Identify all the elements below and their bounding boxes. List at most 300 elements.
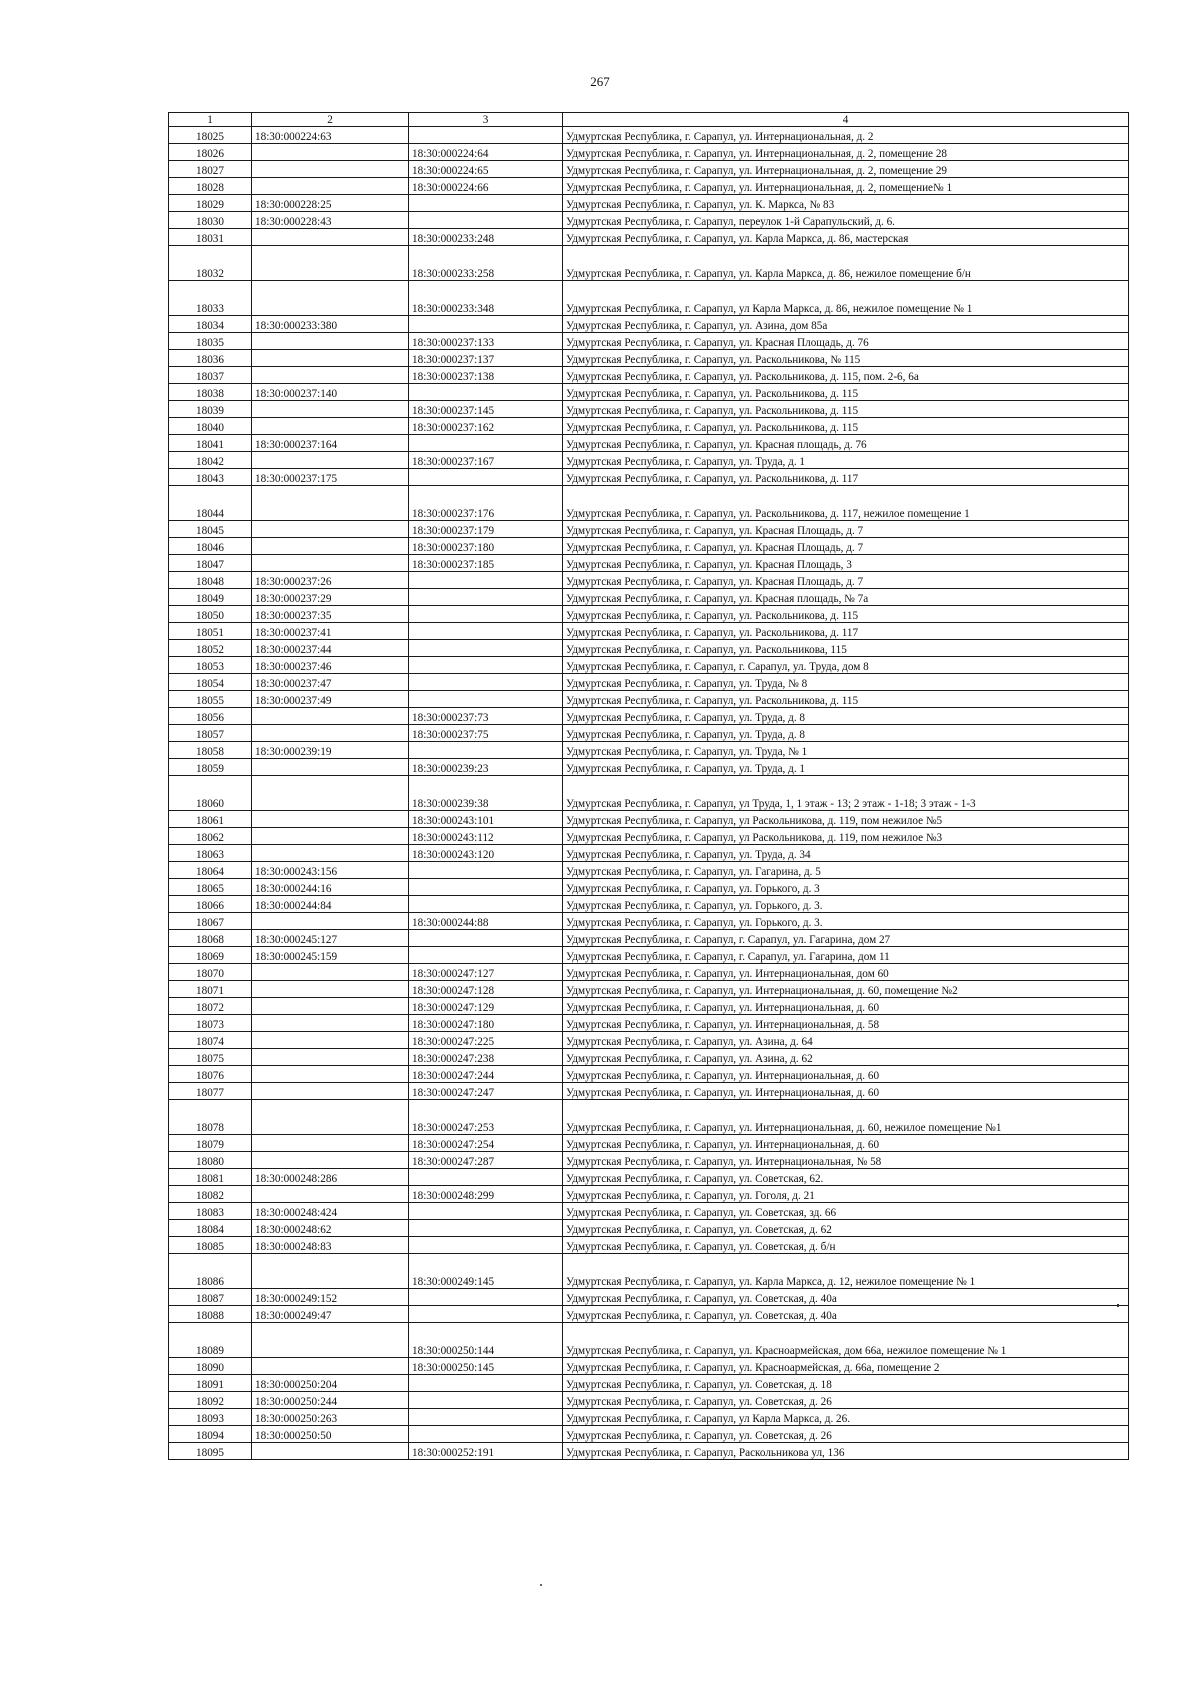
cadastral-number-cell: 18:30:000250:263 — [252, 1409, 409, 1426]
address-cell: Удмуртская Республика, г. Сарапул, ул. Советская, д. б/н — [563, 1237, 1129, 1254]
table-row — [169, 913, 1129, 930]
cadastral-number-cell — [409, 896, 563, 913]
cadastral-number-cell — [409, 195, 563, 212]
table-row — [169, 1443, 1129, 1460]
cadastral-number-cell: 18:30:000248:299 — [409, 1186, 563, 1203]
row-number-cell: 18075 — [169, 1049, 252, 1066]
table-row — [169, 776, 1129, 811]
address-cell: Удмуртская Республика, г. Сарапул, ул. Интернациональная, дом 60 — [563, 964, 1129, 981]
address-cell: Удмуртская Республика, г. Сарапул, ул. Красноармейская, дом 66а, нежилое помещение № 1 — [563, 1323, 1129, 1358]
address-cell: Удмуртская Республика, г. Сарапул, ул. Раскольникова, д. 115 — [563, 384, 1129, 401]
table-row — [169, 1203, 1129, 1220]
address-cell: Удмуртская Республика, г. Сарапул, ул. К. Маркса, № 83 — [563, 195, 1129, 212]
column-header-1: 1 — [169, 113, 252, 127]
row-number-cell: 18026 — [169, 144, 252, 161]
table-row — [169, 845, 1129, 862]
row-number-cell: 18025 — [169, 127, 252, 144]
cadastral-number-cell: 18:30:000247:129 — [409, 998, 563, 1015]
scan-speck — [540, 1584, 542, 1586]
table-row — [169, 384, 1129, 401]
table-row — [169, 401, 1129, 418]
row-number-cell: 18042 — [169, 452, 252, 469]
cadastral-number-cell: 18:30:000233:258 — [409, 246, 563, 281]
cadastral-number-cell: 18:30:000224:63 — [252, 127, 409, 144]
cadastral-number-cell — [409, 212, 563, 229]
cadastral-number-cell — [409, 1169, 563, 1186]
cadastral-number-cell — [252, 1049, 409, 1066]
table-row — [169, 229, 1129, 246]
cadastral-number-cell: 18:30:000247:287 — [409, 1152, 563, 1169]
table-row — [169, 1358, 1129, 1375]
table-row — [169, 981, 1129, 998]
row-number-cell: 18081 — [169, 1169, 252, 1186]
cadastral-number-cell — [409, 640, 563, 657]
table-row — [169, 127, 1129, 144]
table-row — [169, 947, 1129, 964]
table-row — [169, 555, 1129, 572]
address-cell: Удмуртская Республика, г. Сарапул, ул. Труда, д. 1 — [563, 759, 1129, 776]
address-cell: Удмуртская Республика, г. Сарапул, ул. Горького, д. 3. — [563, 913, 1129, 930]
cadastral-number-cell — [252, 998, 409, 1015]
row-number-cell: 18068 — [169, 930, 252, 947]
cadastral-number-cell: 18:30:000250:204 — [252, 1375, 409, 1392]
address-cell: Удмуртская Республика, г. Сарапул, ул. Интернациональная, д. 58 — [563, 1015, 1129, 1032]
row-number-cell: 18041 — [169, 435, 252, 452]
cadastral-number-cell: 18:30:000250:244 — [252, 1392, 409, 1409]
address-cell: Удмуртская Республика, г. Сарапул, ул Карла Маркса, д. 86, нежилое помещение № 1 — [563, 281, 1129, 316]
table-row — [169, 759, 1129, 776]
row-number-cell: 18089 — [169, 1323, 252, 1358]
table-row — [169, 1066, 1129, 1083]
cadastral-number-cell: 18:30:000248:83 — [252, 1237, 409, 1254]
address-cell: Удмуртская Республика, г. Сарапул, ул Труда, 1, 1 этаж - 13; 2 этаж - 1-18; 3 этаж - 1-3 — [563, 776, 1129, 811]
table-row — [169, 930, 1129, 947]
address-cell: Удмуртская Республика, г. Сарапул, ул. Азина, дом 85а — [563, 316, 1129, 333]
address-cell: Удмуртская Республика, г. Сарапул, ул. Раскольникова, 115 — [563, 640, 1129, 657]
cadastral-number-cell: 18:30:000237:145 — [409, 401, 563, 418]
address-cell: Удмуртская Республика, г. Сарапул, ул. Карла Маркса, д. 86, нежилое помещение б/н — [563, 246, 1129, 281]
cadastral-number-cell — [252, 401, 409, 418]
cadastral-number-cell — [252, 486, 409, 521]
address-cell: Удмуртская Республика, г. Сарапул, ул. Раскольникова, д. 117, нежилое помещение 1 — [563, 486, 1129, 521]
row-number-cell: 18047 — [169, 555, 252, 572]
row-number-cell: 18093 — [169, 1409, 252, 1426]
cadastral-number-cell: 18:30:000237:49 — [252, 691, 409, 708]
table-row — [169, 350, 1129, 367]
address-cell: Удмуртская Республика, г. Сарапул, ул. Раскольникова, д. 117 — [563, 623, 1129, 640]
address-cell: Удмуртская Республика, г. Сарапул, ул. Раскольникова, д. 115 — [563, 401, 1129, 418]
table-row — [169, 333, 1129, 350]
cadastral-number-cell: 18:30:000243:156 — [252, 862, 409, 879]
row-number-cell: 18054 — [169, 674, 252, 691]
cadastral-number-cell: 18:30:000237:46 — [252, 657, 409, 674]
row-number-cell: 18065 — [169, 879, 252, 896]
address-cell: Удмуртская Республика, г. Сарапул, ул. Красная Площадь, д. 76 — [563, 333, 1129, 350]
cadastral-number-cell — [252, 1323, 409, 1358]
row-number-cell: 18052 — [169, 640, 252, 657]
row-number-cell: 18035 — [169, 333, 252, 350]
cadastral-number-cell — [252, 913, 409, 930]
row-number-cell: 18059 — [169, 759, 252, 776]
address-cell: Удмуртская Республика, г. Сарапул, ул. Раскольникова, № 115 — [563, 350, 1129, 367]
table-row — [169, 862, 1129, 879]
cadastral-number-cell: 18:30:000248:62 — [252, 1220, 409, 1237]
cadastral-number-cell — [252, 178, 409, 195]
cadastral-number-cell: 18:30:000237:162 — [409, 418, 563, 435]
address-cell: Удмуртская Республика, г. Сарапул, ул. Гоголя, д. 21 — [563, 1186, 1129, 1203]
cadastral-number-cell — [252, 759, 409, 776]
table-row — [169, 589, 1129, 606]
table-row — [169, 538, 1129, 555]
table-row — [169, 1015, 1129, 1032]
table-row — [169, 1409, 1129, 1426]
cadastral-number-cell: 18:30:000247:180 — [409, 1015, 563, 1032]
cadastral-number-cell: 18:30:000237:26 — [252, 572, 409, 589]
row-number-cell: 18080 — [169, 1152, 252, 1169]
cadastral-number-cell: 18:30:000250:144 — [409, 1323, 563, 1358]
row-number-cell: 18094 — [169, 1426, 252, 1443]
address-cell: Удмуртская Республика, г. Сарапул, ул. Красная Площадь, 3 — [563, 555, 1129, 572]
cadastral-number-cell — [409, 469, 563, 486]
table-body — [169, 127, 1129, 1460]
table-row — [169, 708, 1129, 725]
cadastral-number-cell — [409, 742, 563, 759]
cadastral-number-cell — [252, 811, 409, 828]
table-row — [169, 367, 1129, 384]
table-row — [169, 811, 1129, 828]
cadastral-number-cell — [252, 521, 409, 538]
table-row — [169, 418, 1129, 435]
table-row — [169, 435, 1129, 452]
scan-speck — [1117, 1304, 1119, 1307]
row-number-cell: 18069 — [169, 947, 252, 964]
address-cell: Удмуртская Республика, г. Сарапул, ул. Советская, д. 26 — [563, 1426, 1129, 1443]
row-number-cell: 18086 — [169, 1254, 252, 1289]
table-row — [169, 1375, 1129, 1392]
address-cell: Удмуртская Республика, г. Сарапул, ул. Интернациональная, № 58 — [563, 1152, 1129, 1169]
address-cell: Удмуртская Республика, г. Сарапул, ул. Красная Площадь, д. 7 — [563, 538, 1129, 555]
row-number-cell: 18058 — [169, 742, 252, 759]
cadastral-number-cell — [252, 161, 409, 178]
table-row — [169, 1392, 1129, 1409]
row-number-cell: 18067 — [169, 913, 252, 930]
table-row — [169, 1049, 1129, 1066]
table-row — [169, 657, 1129, 674]
table-row — [169, 674, 1129, 691]
cadastral-number-cell — [252, 1066, 409, 1083]
table-row — [169, 640, 1129, 657]
row-number-cell: 18028 — [169, 178, 252, 195]
cadastral-number-cell: 18:30:000237:176 — [409, 486, 563, 521]
address-cell: Удмуртская Республика, г. Сарапул, переулок 1-й Сарапульский, д. 6. — [563, 212, 1129, 229]
cadastral-number-cell — [409, 572, 563, 589]
cadastral-number-cell: 18:30:000239:19 — [252, 742, 409, 759]
cadastral-number-cell — [409, 674, 563, 691]
row-number-cell: 18039 — [169, 401, 252, 418]
table-row — [169, 572, 1129, 589]
row-number-cell: 18057 — [169, 725, 252, 742]
address-cell: Удмуртская Республика, г. Сарапул, ул. Горького, д. 3 — [563, 879, 1129, 896]
address-cell: Удмуртская Республика, г. Сарапул, ул. Красная площадь, № 7а — [563, 589, 1129, 606]
table-row — [169, 144, 1129, 161]
cadastral-number-cell — [409, 606, 563, 623]
cadastral-number-cell: 18:30:000239:23 — [409, 759, 563, 776]
cadastral-number-cell — [409, 691, 563, 708]
row-number-cell: 18044 — [169, 486, 252, 521]
cadastral-number-cell — [252, 367, 409, 384]
address-cell: Удмуртская Республика, г. Сарапул, ул. Интернациональная, д. 60 — [563, 1135, 1129, 1152]
cadastral-number-cell — [409, 1375, 563, 1392]
cadastral-number-cell — [409, 1289, 563, 1306]
address-cell: Удмуртская Республика, г. Сарапул, ул. Советская, д. 62 — [563, 1220, 1129, 1237]
cadastral-number-cell — [409, 1392, 563, 1409]
cadastral-number-cell — [252, 246, 409, 281]
cadastral-number-cell: 18:30:000237:179 — [409, 521, 563, 538]
cadastral-number-cell — [252, 555, 409, 572]
cadastral-number-cell: 18:30:000244:16 — [252, 879, 409, 896]
cadastral-number-cell: 18:30:000247:253 — [409, 1100, 563, 1135]
cadastral-number-cell — [252, 1100, 409, 1135]
row-number-cell: 18095 — [169, 1443, 252, 1460]
cadastral-number-cell: 18:30:000237:35 — [252, 606, 409, 623]
row-number-cell: 18085 — [169, 1237, 252, 1254]
address-cell: Удмуртская Республика, г. Сарапул, ул. Труда, д. 8 — [563, 725, 1129, 742]
table-row — [169, 1083, 1129, 1100]
cadastral-number-cell — [252, 1135, 409, 1152]
cadastral-number-cell: 18:30:000237:44 — [252, 640, 409, 657]
row-number-cell: 18084 — [169, 1220, 252, 1237]
address-cell: Удмуртская Республика, г. Сарапул, ул. Интернациональная, д. 60 — [563, 1066, 1129, 1083]
cadastral-number-cell: 18:30:000249:47 — [252, 1306, 409, 1323]
cadastral-number-cell: 18:30:000250:50 — [252, 1426, 409, 1443]
cadastral-number-cell: 18:30:000245:159 — [252, 947, 409, 964]
row-number-cell: 18030 — [169, 212, 252, 229]
table-row — [169, 212, 1129, 229]
cadastral-number-cell: 18:30:000233:348 — [409, 281, 563, 316]
table-row — [169, 1169, 1129, 1186]
cadastral-number-cell — [252, 828, 409, 845]
cadastral-number-cell — [252, 845, 409, 862]
row-number-cell: 18072 — [169, 998, 252, 1015]
table-row — [169, 1426, 1129, 1443]
address-cell: Удмуртская Республика, г. Сарапул, ул. Раскольникова, д. 115 — [563, 606, 1129, 623]
row-number-cell: 18079 — [169, 1135, 252, 1152]
address-cell: Удмуртская Республика, г. Сарапул, ул. Горького, д. 3. — [563, 896, 1129, 913]
row-number-cell: 18045 — [169, 521, 252, 538]
row-number-cell: 18036 — [169, 350, 252, 367]
address-cell: Удмуртская Республика, г. Сарапул, ул Карла Маркса, д. 26. — [563, 1409, 1129, 1426]
cadastral-number-cell — [409, 930, 563, 947]
table-row — [169, 691, 1129, 708]
address-cell: Удмуртская Республика, г. Сарапул, ул. Интернациональная, д. 2 — [563, 127, 1129, 144]
address-cell: Удмуртская Республика, г. Сарапул, ул. Интернациональная, д. 2, помещение№ 1 — [563, 178, 1129, 195]
address-cell: Удмуртская Республика, г. Сарапул, ул Раскольникова, д. 119, пом нежилое №5 — [563, 811, 1129, 828]
cadastral-number-cell — [252, 981, 409, 998]
address-cell: Удмуртская Республика, г. Сарапул, ул. Раскольникова, д. 117 — [563, 469, 1129, 486]
address-cell: Удмуртская Республика, г. Сарапул, ул. Красноармейская, д. 66а, помещение 2 — [563, 1358, 1129, 1375]
row-number-cell: 18043 — [169, 469, 252, 486]
cadastral-number-cell — [409, 879, 563, 896]
column-header-4: 4 — [563, 113, 1129, 127]
cadastral-number-cell: 18:30:000247:247 — [409, 1083, 563, 1100]
cadastral-number-cell — [252, 708, 409, 725]
cadastral-number-cell: 18:30:000237:137 — [409, 350, 563, 367]
cadastral-number-cell — [409, 862, 563, 879]
address-cell: Удмуртская Республика, г. Сарапул, г. Сарапул, ул. Гагарина, дом 27 — [563, 930, 1129, 947]
row-number-cell: 18064 — [169, 862, 252, 879]
address-cell: Удмуртская Республика, г. Сарапул, ул. Раскольникова, д. 115 — [563, 691, 1129, 708]
cadastral-number-cell: 18:30:000237:164 — [252, 435, 409, 452]
cadastral-number-cell — [409, 589, 563, 606]
cadastral-number-cell: 18:30:000233:248 — [409, 229, 563, 246]
table-row — [169, 828, 1129, 845]
cadastral-number-cell — [409, 657, 563, 674]
address-cell: Удмуртская Республика, г. Сарапул, ул. Труда, д. 34 — [563, 845, 1129, 862]
address-cell: Удмуртская Республика, г. Сарапул, ул. Советская, д. 40а — [563, 1306, 1129, 1323]
row-number-cell: 18056 — [169, 708, 252, 725]
row-number-cell: 18071 — [169, 981, 252, 998]
row-number-cell: 18038 — [169, 384, 252, 401]
address-cell: Удмуртская Республика, г. Сарапул, ул. Интернациональная, д. 2, помещение 28 — [563, 144, 1129, 161]
row-number-cell: 18031 — [169, 229, 252, 246]
table-row — [169, 178, 1129, 195]
cadastral-number-cell — [252, 1254, 409, 1289]
address-cell: Удмуртская Республика, г. Сарапул, ул. Советская, д. 18 — [563, 1375, 1129, 1392]
table-row — [169, 1289, 1129, 1306]
cadastral-number-cell — [252, 1186, 409, 1203]
cadastral-number-cell: 18:30:000224:66 — [409, 178, 563, 195]
row-number-cell: 18092 — [169, 1392, 252, 1409]
row-number-cell: 18048 — [169, 572, 252, 589]
row-number-cell: 18078 — [169, 1100, 252, 1135]
row-number-cell: 18074 — [169, 1032, 252, 1049]
cadastral-number-cell: 18:30:000237:175 — [252, 469, 409, 486]
table-row — [169, 469, 1129, 486]
row-number-cell: 18063 — [169, 845, 252, 862]
table-header-row — [169, 113, 1129, 127]
row-number-cell: 18082 — [169, 1186, 252, 1203]
address-cell: Удмуртская Республика, г. Сарапул, ул. Интернациональная, д. 60 — [563, 1083, 1129, 1100]
cadastral-number-cell: 18:30:000247:238 — [409, 1049, 563, 1066]
row-number-cell: 18066 — [169, 896, 252, 913]
cadastral-number-cell: 18:30:000239:38 — [409, 776, 563, 811]
address-cell: Удмуртская Республика, г. Сарапул, ул. Интернациональная, д. 60, нежилое помещение №1 — [563, 1100, 1129, 1135]
table-row — [169, 725, 1129, 742]
cadastral-number-cell — [252, 538, 409, 555]
address-cell: Удмуртская Республика, г. Сарапул, г. Сарапул, ул. Труда, дом 8 — [563, 657, 1129, 674]
table-row — [169, 1220, 1129, 1237]
table-row — [169, 623, 1129, 640]
address-cell: Удмуртская Республика, г. Сарапул, ул. Раскольникова, д. 115 — [563, 418, 1129, 435]
cadastral-number-cell: 18:30:000244:88 — [409, 913, 563, 930]
row-number-cell: 18053 — [169, 657, 252, 674]
cadastral-number-cell: 18:30:000243:112 — [409, 828, 563, 845]
cadastral-number-cell: 18:30:000237:140 — [252, 384, 409, 401]
address-cell: Удмуртская Республика, г. Сарапул, ул. Карла Маркса, д. 12, нежилое помещение № 1 — [563, 1254, 1129, 1289]
row-number-cell: 18051 — [169, 623, 252, 640]
address-cell: Удмуртская Республика, г. Сарапул, ул. Азина, д. 62 — [563, 1049, 1129, 1066]
cadastral-number-cell: 18:30:000237:185 — [409, 555, 563, 572]
cadastral-number-cell — [252, 281, 409, 316]
row-number-cell: 18027 — [169, 161, 252, 178]
cadastral-number-cell — [252, 776, 409, 811]
address-cell: Удмуртская Республика, г. Сарапул, ул. Труда, № 1 — [563, 742, 1129, 759]
address-cell: Удмуртская Республика, г. Сарапул, ул. Карла Маркса, д. 86, мастерская — [563, 229, 1129, 246]
cadastral-number-cell — [252, 1358, 409, 1375]
cadastral-number-cell — [252, 229, 409, 246]
cadastral-number-cell: 18:30:000247:225 — [409, 1032, 563, 1049]
cadastral-number-cell — [409, 1203, 563, 1220]
address-cell: Удмуртская Республика, г. Сарапул, ул. Труда, д. 1 — [563, 452, 1129, 469]
cadastral-number-cell: 18:30:000224:64 — [409, 144, 563, 161]
address-cell: Удмуртская Республика, г. Сарапул, ул. Советская, зд. 66 — [563, 1203, 1129, 1220]
row-number-cell: 18032 — [169, 246, 252, 281]
row-number-cell: 18061 — [169, 811, 252, 828]
row-number-cell: 18060 — [169, 776, 252, 811]
table-row — [169, 246, 1129, 281]
row-number-cell: 18050 — [169, 606, 252, 623]
table-row — [169, 1254, 1129, 1289]
cadastral-number-cell — [409, 1220, 563, 1237]
cadastral-number-cell — [409, 1409, 563, 1426]
address-cell: Удмуртская Республика, г. Сарапул, ул. Интернациональная, д. 60 — [563, 998, 1129, 1015]
cadastral-number-cell — [252, 725, 409, 742]
cadastral-number-cell: 18:30:000237:75 — [409, 725, 563, 742]
row-number-cell: 18040 — [169, 418, 252, 435]
cadastral-number-cell: 18:30:000245:127 — [252, 930, 409, 947]
row-number-cell: 18088 — [169, 1306, 252, 1323]
table-row — [169, 1306, 1129, 1323]
cadastral-number-cell: 18:30:000237:47 — [252, 674, 409, 691]
registry-table — [168, 112, 1129, 1460]
row-number-cell: 18073 — [169, 1015, 252, 1032]
cadastral-number-cell: 18:30:000249:145 — [409, 1254, 563, 1289]
row-number-cell: 18046 — [169, 538, 252, 555]
row-number-cell: 18091 — [169, 1375, 252, 1392]
table-row — [169, 316, 1129, 333]
page-number: 267 — [590, 74, 610, 89]
cadastral-number-cell — [252, 1443, 409, 1460]
cadastral-number-cell — [252, 418, 409, 435]
cadastral-number-cell: 18:30:000237:29 — [252, 589, 409, 606]
row-number-cell: 18062 — [169, 828, 252, 845]
table-row — [169, 195, 1129, 212]
cadastral-number-cell — [409, 623, 563, 640]
address-cell: Удмуртская Республика, г. Сарапул, ул. Интернациональная, д. 60, помещение №2 — [563, 981, 1129, 998]
cadastral-number-cell — [252, 144, 409, 161]
row-number-cell: 18049 — [169, 589, 252, 606]
cadastral-number-cell: 18:30:000249:152 — [252, 1289, 409, 1306]
cadastral-number-cell — [409, 1237, 563, 1254]
address-cell: Удмуртская Республика, г. Сарапул, ул. Труда, д. 8 — [563, 708, 1129, 725]
cadastral-number-cell: 18:30:000237:138 — [409, 367, 563, 384]
row-number-cell: 18029 — [169, 195, 252, 212]
address-cell: Удмуртская Республика, г. Сарапул, ул. Интернациональная, д. 2, помещение 29 — [563, 161, 1129, 178]
table-row — [169, 1135, 1129, 1152]
table-row — [169, 964, 1129, 981]
cadastral-number-cell: 18:30:000247:127 — [409, 964, 563, 981]
cadastral-number-cell: 18:30:000247:244 — [409, 1066, 563, 1083]
table-row — [169, 896, 1129, 913]
cadastral-number-cell — [252, 350, 409, 367]
cadastral-number-cell: 18:30:000224:65 — [409, 161, 563, 178]
table-row — [169, 486, 1129, 521]
cadastral-number-cell — [252, 333, 409, 350]
cadastral-number-cell: 18:30:000228:43 — [252, 212, 409, 229]
column-header-3: 3 — [409, 113, 563, 127]
table-row — [169, 1237, 1129, 1254]
row-number-cell: 18034 — [169, 316, 252, 333]
